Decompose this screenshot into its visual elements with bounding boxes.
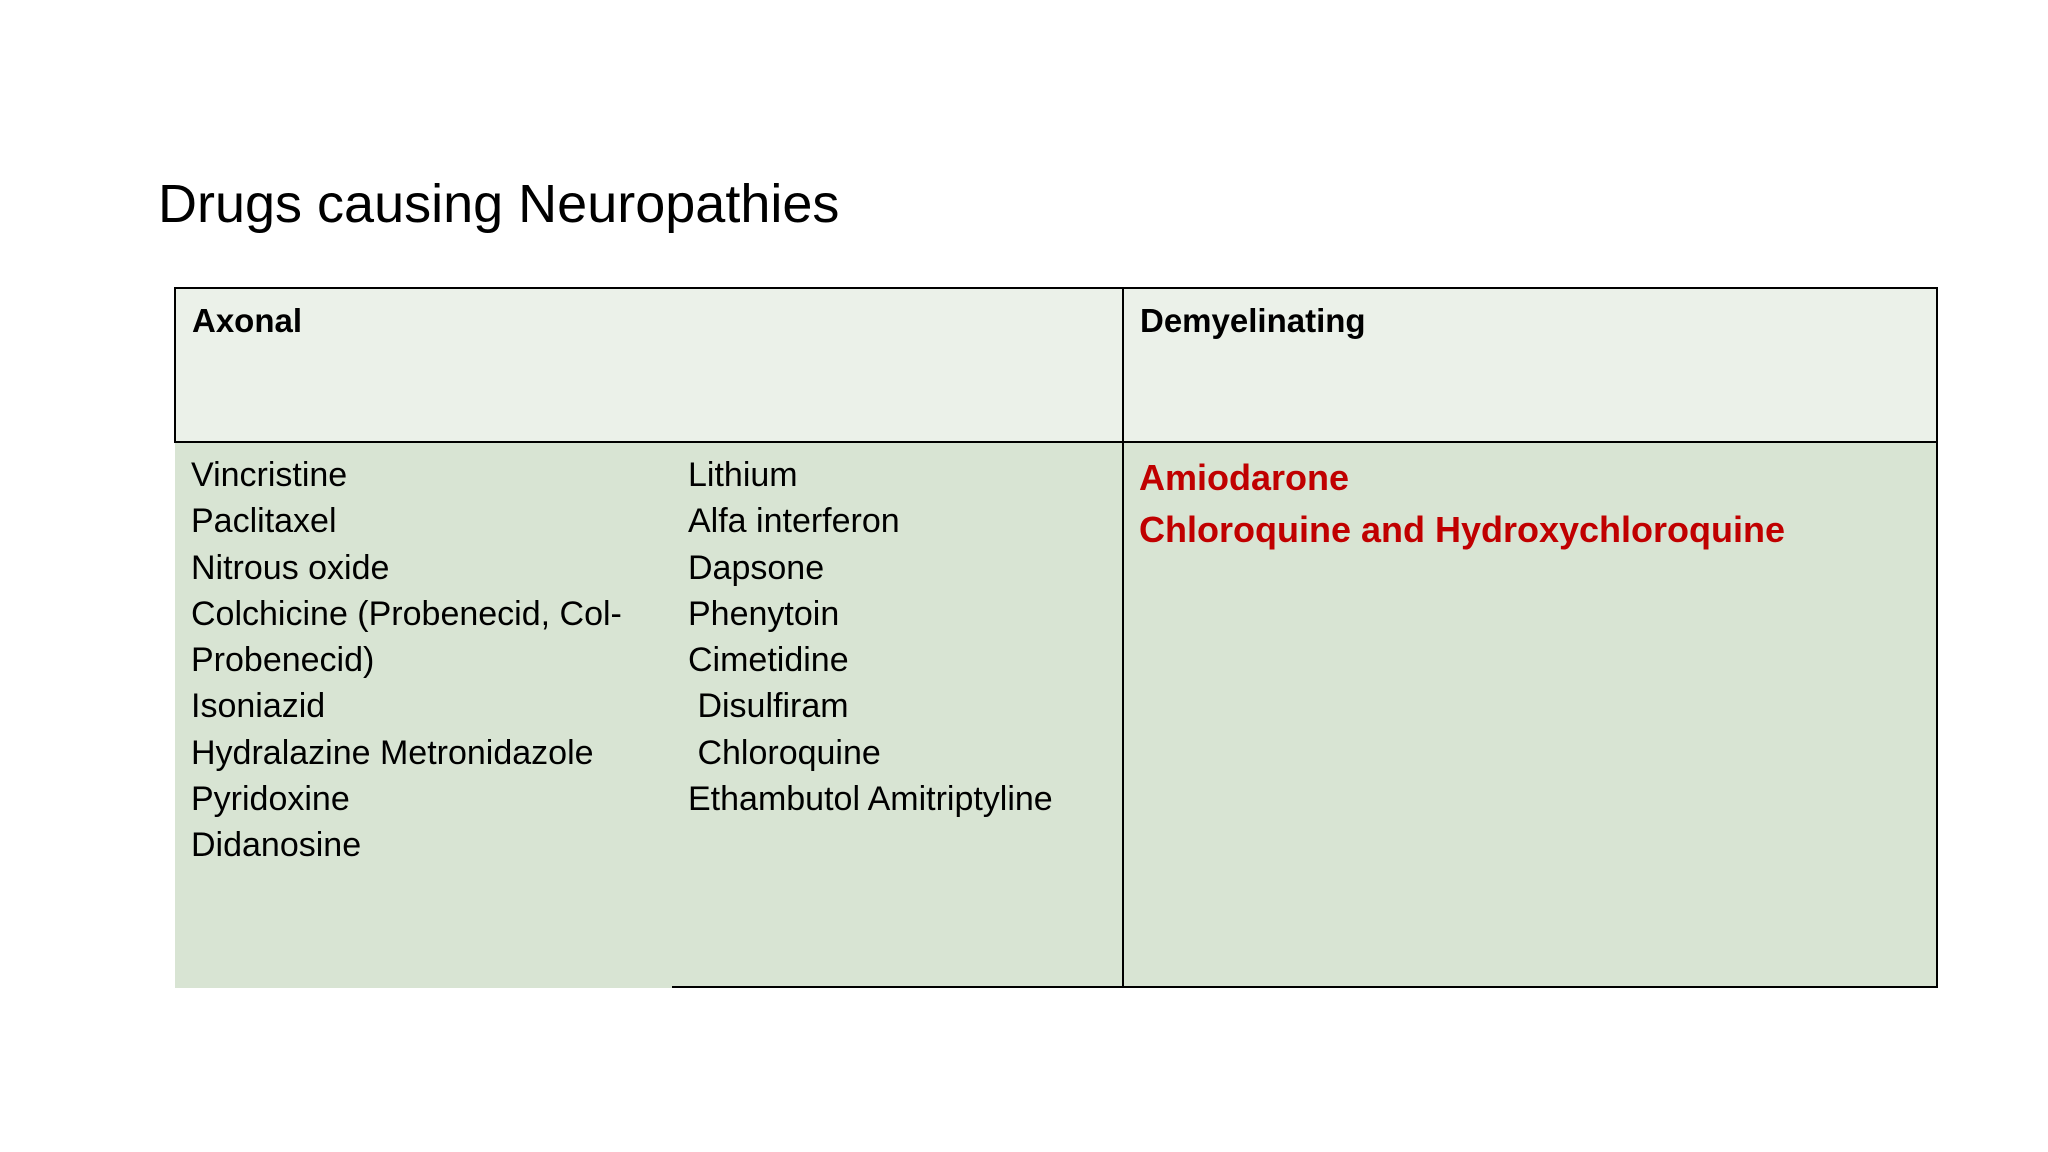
list-item: Colchicine (Probenecid, Col-Probenecid) <box>191 594 622 680</box>
list-item: Lithium <box>688 456 798 494</box>
list-item: Nitrous oxide <box>191 548 390 587</box>
list-item: Chloroquine and Hydroxychloroquine <box>1139 509 1786 550</box>
list-item: Hydralazine Metronidazole <box>191 733 594 772</box>
header-label-demyelinating: Demyelinating <box>1140 302 1366 339</box>
list-item: Alfa interferon <box>688 502 900 541</box>
list-item: Disulfiram <box>688 687 849 726</box>
list-item: Chloroquine <box>688 733 881 772</box>
list-item: Amiodarone <box>1139 457 1350 498</box>
header-label-axonal: Axonal <box>192 302 303 339</box>
list-item: Vincristine <box>191 456 348 494</box>
slide-title: Drugs causing Neuropathies <box>158 174 840 234</box>
list-item: Isoniazid <box>191 687 326 726</box>
list-item: Dapsone <box>688 548 825 587</box>
header-cell-axonal <box>174 287 1124 443</box>
axonal-drug-list-1 <box>191 452 661 869</box>
list-item: Cimetidine <box>688 641 849 680</box>
list-item: Didanosine <box>191 826 362 865</box>
header-cell-demyelinating <box>1122 287 1938 443</box>
list-item: Pyridoxine <box>191 780 350 819</box>
list-item: Paclitaxel <box>191 502 337 541</box>
table-bottom-border <box>672 986 1938 988</box>
list-item: Phenytoin <box>688 594 840 633</box>
list-item: Ethambutol Amitriptyline <box>688 780 1053 819</box>
table-right-border <box>1936 443 1938 988</box>
axonal-drug-list-2 <box>688 452 1118 822</box>
demyelinating-drug-list <box>1139 452 1785 556</box>
column-divider <box>1122 443 1124 988</box>
